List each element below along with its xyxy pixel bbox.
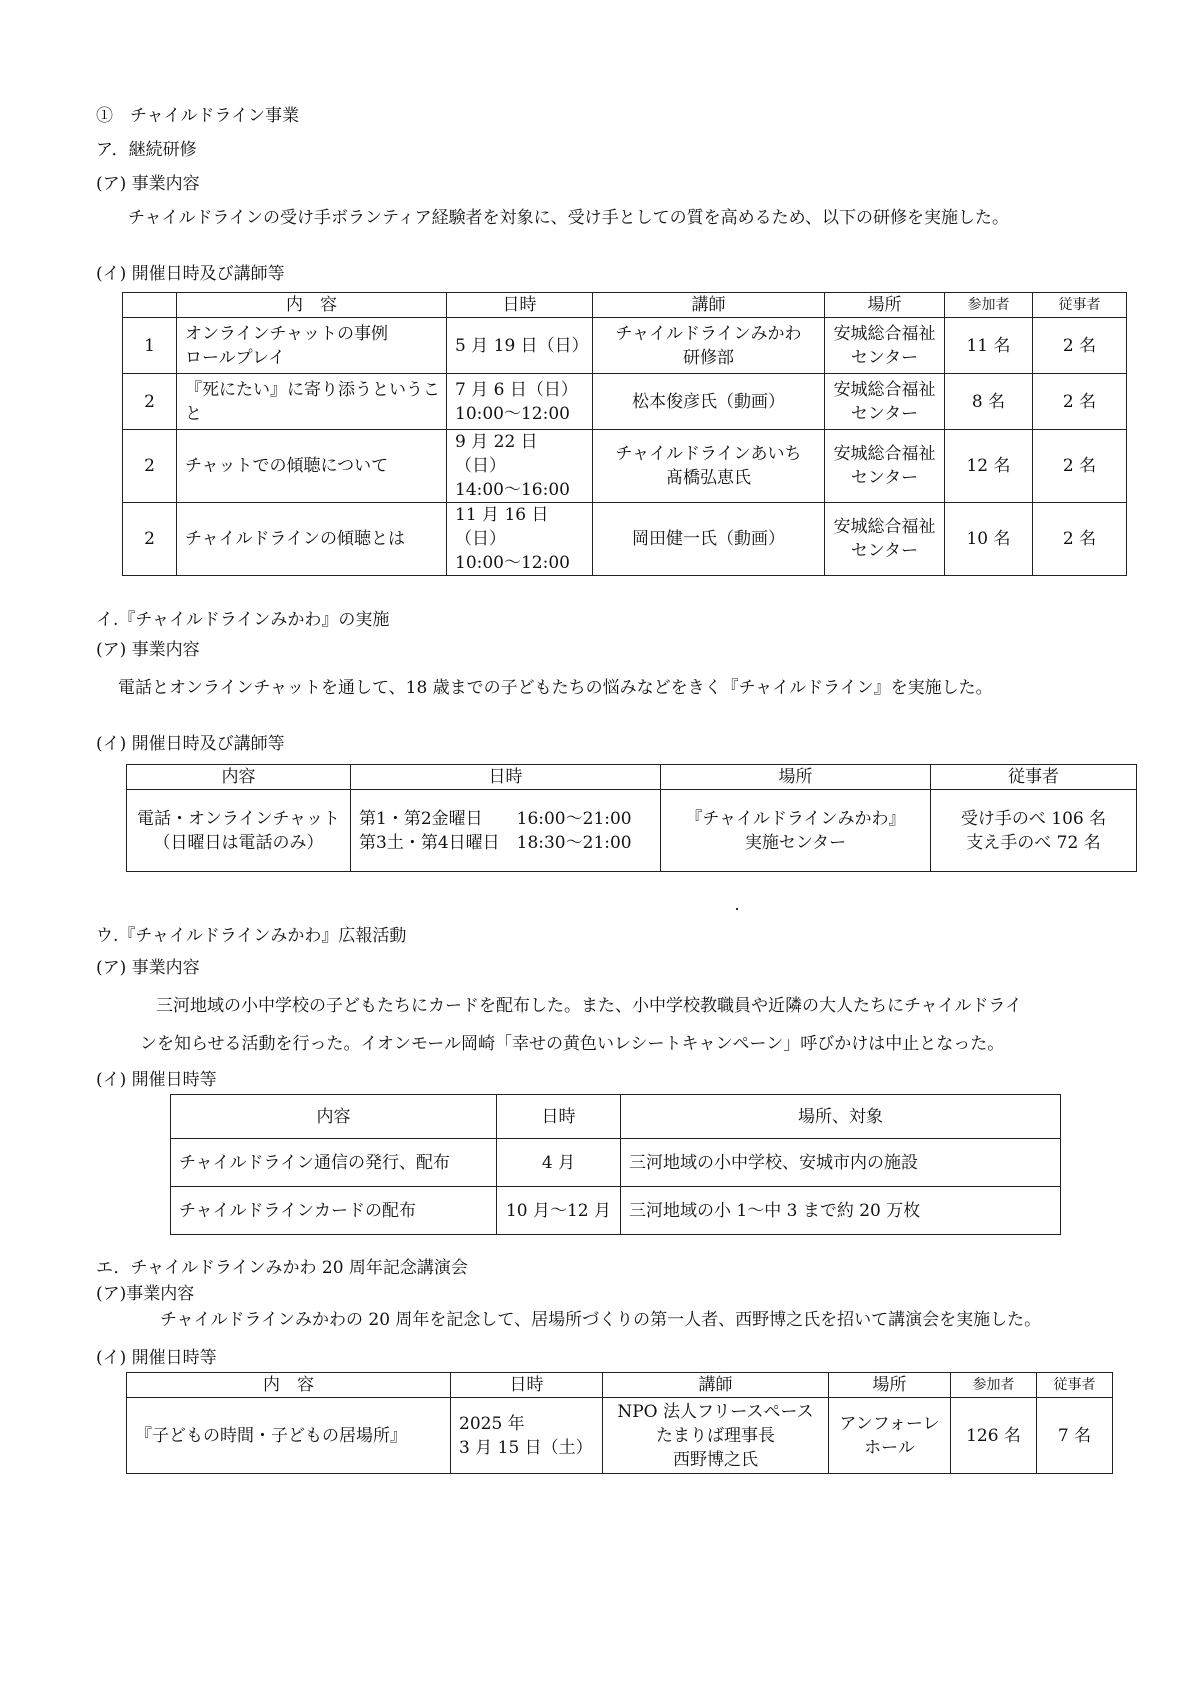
col-header: 場所、対象 [621, 1095, 1061, 1139]
col-header: 場所 [825, 293, 945, 318]
table-cell: 4 月 [497, 1139, 621, 1187]
col-header: 場所 [829, 1373, 951, 1398]
sec-d-sub1: (ア)事業内容 [96, 1284, 195, 1304]
lecture-table [126, 1372, 1113, 1474]
col-header: 講師 [603, 1373, 829, 1398]
sec-c-body-line1: 三河地域の小中学校の子どもたちにカードを配布した。また、小中学校教職員や近隣の大人たちにチャイルドライ [156, 996, 1022, 1016]
col-header: 日時 [451, 1373, 603, 1398]
table-cell: 2 [123, 430, 177, 503]
scan-speck [736, 908, 738, 910]
table-row [123, 503, 1127, 576]
sec-b-body: 電話とオンラインチャットを通して、18 歳までの子どもたちの悩みなどをきく『チャイルドライン』を実施した。 [118, 678, 993, 698]
table-cell: 2 名 [1033, 318, 1127, 374]
table-cell: 2 名 [1033, 374, 1127, 430]
table-cell: 受け手のべ 106 名 支え手のべ 72 名 [931, 790, 1137, 872]
table-cell: 12 名 [945, 430, 1033, 503]
table-cell: 5 月 19 日（日） [447, 318, 593, 374]
table-cell: 8 名 [945, 374, 1033, 430]
sec-d-body: チャイルドラインみかわの 20 周年を記念して、居場所づくりの第一人者、西野博之氏を招いて講演会を実施した。 [160, 1310, 1042, 1330]
table-cell: アンフォーレ ホール [829, 1398, 951, 1474]
col-header: 参加者 [945, 293, 1033, 318]
table-cell: 11 名 [945, 318, 1033, 374]
table-cell: チャイルドラインあいち 髙橋弘恵氏 [593, 430, 825, 503]
table-cell: 126 名 [951, 1398, 1037, 1474]
table-cell: 10 月〜12 月 [497, 1187, 621, 1235]
sec-b-sub1: (ア) 事業内容 [96, 640, 200, 660]
table-cell: 7 月 6 日（日） 10:00〜12:00 [447, 374, 593, 430]
table-row [171, 1187, 1061, 1235]
table-cell: 7 名 [1037, 1398, 1113, 1474]
table-cell: 松本俊彦氏（動画） [593, 374, 825, 430]
sec-b-title: イ.『チャイルドラインみかわ』の実施 [96, 610, 390, 630]
table-cell: 安城総合福祉 センター [825, 318, 945, 374]
table-cell: チャイルドライン通信の発行、配布 [171, 1139, 497, 1187]
table-cell: チャイルドラインカードの配布 [171, 1187, 497, 1235]
sec-a-body: チャイルドラインの受け手ボランティア経験者を対象に、受け手としての質を高めるため、以下の研修を実施した。 [128, 208, 1009, 228]
table-row [127, 1398, 1113, 1474]
table-cell: NPO 法人フリースペース たまりば理事長 西野博之氏 [603, 1398, 829, 1474]
table-cell: 安城総合福祉 センター [825, 374, 945, 430]
hotline-table [126, 764, 1137, 872]
col-header: 日時 [447, 293, 593, 318]
table-cell: 10 名 [945, 503, 1033, 576]
table-header-row [127, 1373, 1113, 1398]
table-cell: チャットでの傾聴について [177, 430, 447, 503]
sec-c-sub2: (イ) 開催日時等 [96, 1070, 217, 1090]
sec-d-title: エ．チャイルドラインみかわ 20 周年記念講演会 [96, 1258, 468, 1278]
training-table [122, 292, 1127, 576]
table-cell: 2 名 [1033, 503, 1127, 576]
table-header-row [123, 293, 1127, 318]
table-cell: 『死にたい』に寄り添うというこ と [177, 374, 447, 430]
col-header: 従事者 [931, 765, 1137, 790]
table-cell: チャイルドラインの傾聴とは [177, 503, 447, 576]
sec-c-sub1: (ア) 事業内容 [96, 958, 200, 978]
table-row [123, 374, 1127, 430]
table-cell: 第1・第2金曜日 16:00〜21:00 第3土・第4日曜日 18:30〜21:00 [351, 790, 661, 872]
col-header: 従事者 [1033, 293, 1127, 318]
col-header: 内容 [171, 1095, 497, 1139]
table-cell: 電話・オンラインチャット （日曜日は電話のみ） [127, 790, 351, 872]
table-cell: 『チャイルドラインみかわ』 実施センター [661, 790, 931, 872]
sec-a-title: ア．継続研修 [96, 140, 197, 160]
table-cell: チャイルドラインみかわ 研修部 [593, 318, 825, 374]
col-header: 日時 [351, 765, 661, 790]
table-row [123, 318, 1127, 374]
col-header: 参加者 [951, 1373, 1037, 1398]
table-cell: 9 月 22 日（日） 14:00〜16:00 [447, 430, 593, 503]
section-heading: ① チャイルドライン事業 [96, 106, 299, 126]
sec-a-sub1: (ア) 事業内容 [96, 174, 200, 194]
table-row [123, 430, 1127, 503]
table-cell: 2 [123, 374, 177, 430]
publicity-table [170, 1094, 1061, 1235]
table-cell: 安城総合福祉 センター [825, 503, 945, 576]
table-cell: 三河地域の小 1〜中 3 まで約 20 万枚 [621, 1187, 1061, 1235]
sec-c-title: ウ.『チャイルドラインみかわ』広報活動 [96, 926, 407, 946]
table-cell: 11 月 16 日（日） 10:00〜12:00 [447, 503, 593, 576]
sec-b-sub2: (イ) 開催日時及び講師等 [96, 734, 285, 754]
table-row [127, 790, 1137, 872]
col-header: 内 容 [177, 293, 447, 318]
col-header: 場所 [661, 765, 931, 790]
sec-a-sub2: (イ) 開催日時及び講師等 [96, 264, 285, 284]
table-cell: オンラインチャットの事例 ロールプレイ [177, 318, 447, 374]
table-cell: 2 名 [1033, 430, 1127, 503]
col-header: 内容 [127, 765, 351, 790]
table-row [171, 1139, 1061, 1187]
col-header [123, 293, 177, 318]
col-header: 講師 [593, 293, 825, 318]
col-header: 日時 [497, 1095, 621, 1139]
table-cell: 『子どもの時間・子どもの居場所』 [127, 1398, 451, 1474]
sec-d-sub2: (イ) 開催日時等 [96, 1348, 217, 1368]
table-cell: 安城総合福祉 センター [825, 430, 945, 503]
col-header: 従事者 [1037, 1373, 1113, 1398]
table-cell: 2 [123, 503, 177, 576]
table-cell: 三河地域の小中学校、安城市内の施設 [621, 1139, 1061, 1187]
table-cell: 1 [123, 318, 177, 374]
table-cell: 岡田健一氏（動画） [593, 503, 825, 576]
table-header-row [171, 1095, 1061, 1139]
sec-c-body-line2: ンを知らせる活動を行った。イオンモール岡崎「幸せの黄色いレシートキャンペーン」呼びかけは中止となった。 [140, 1034, 1005, 1054]
col-header: 内 容 [127, 1373, 451, 1398]
table-header-row [127, 765, 1137, 790]
table-cell: 2025 年 3 月 15 日（土） [451, 1398, 603, 1474]
